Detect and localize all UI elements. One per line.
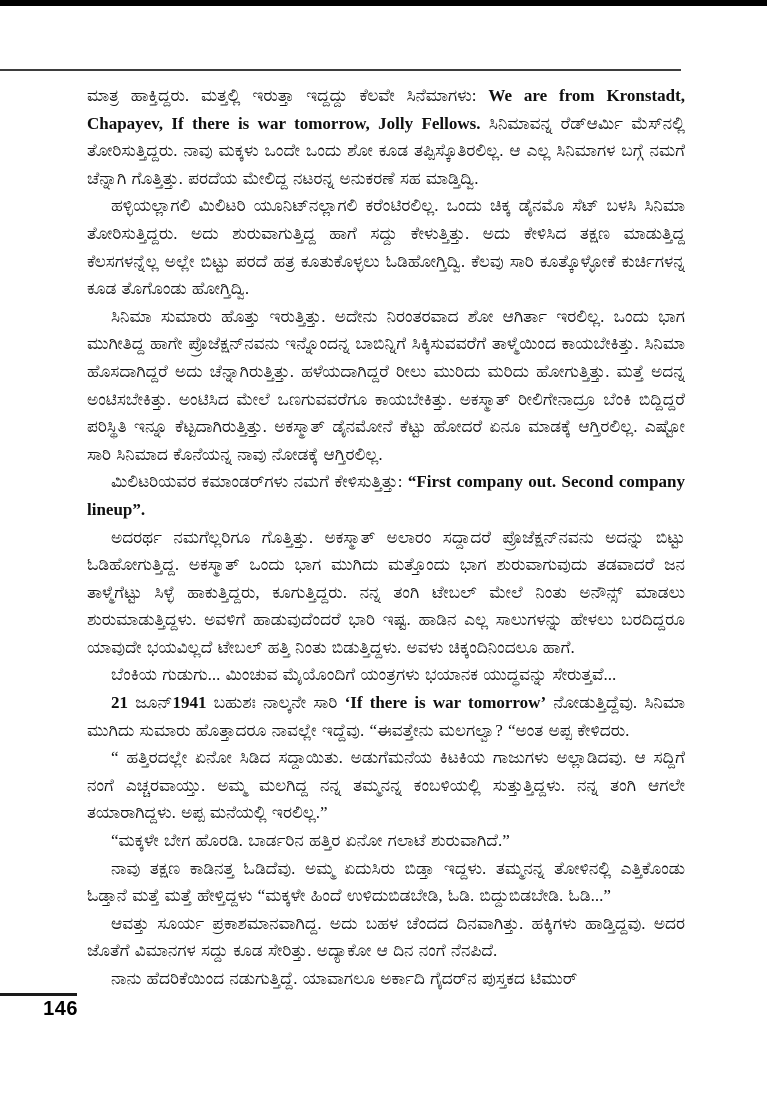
movie-titles-bold: We are from Kronstadt, Chapayev, If there is war tomorrow, Jolly Fellows. [87,86,685,133]
paragraph-text: ನಾನು ಹೆದರಿಕೆಯಿಂದ ನಡುಗುತ್ತಿದ್ದೆ. ಯಾವಾಗಲೂ ಅರ್ಕಾದಿ ಗೈದರ್‌ನ ಪುಸ್ತಕದ ಟಿಮುರ್ [111,969,578,988]
footer-rule [0,993,77,996]
paragraph-text: ಅದರರ್ಥ ನಮಗೆಲ್ಲರಿಗೂ ಗೊತ್ತಿತ್ತು. ಅಕಸ್ಮಾತ್ ಅಲಾರಂ ಸದ್ದಾದರೆ ಪ್ರೊಜೆಕ್ಷನ್‌ನವನು ಅದನ್ನು ಬಿಟ್ಟು ಓಡಿಹೋಗುತ್ತಿದ್ದ. ಅಕಸ್ಮಾತ್ ಒಂದು ಭಾಗ ಮುಗಿದು ಮತ್ತೊಂದು ಭಾಗ ಶುರುವಾಗುವುದು ತಡವಾದರೆ ಜನ ತಾಳ್ಮೆಗೆಟ್ಟು ಸಿಳ್ಳೆ ಹಾಕುತ್ತಿದ್ದರು, ಕೂಗುತ್ತಿದ್ದರು. ನನ್ನ ತಂಗಿ ಟೇಬಲ್ ಮೇಲೆ ನಿಂತು ಅನೌನ್ಸ್ ಮಾಡಲು ಶುರುಮಾಡುತ್ತಿದ್ದಳು. ಅವಳಿಗೆ ಹಾಡುವುದೆಂದರೆ ಭಾರಿ ಇಷ್ಟ. ಹಾಡಿನ ಎಲ್ಲ ಸಾಲುಗಳನ್ನು ಹೇಳಲು ಬರದಿದ್ದರೂ ಯಾವುದೇ ಭಯವಿಲ್ಲದೆ ಟೇಬಲ್ ಹತ್ತಿ ನಿಂತು ಬಿಡುತ್ತಿದ್ದಳು. ಅವಳು ಚಿಕ್ಕಂದಿನಿಂದಲೂ ಹಾಗೆ. [87,527,685,657]
paragraph-text: “ ಹತ್ತಿರದಲ್ಲೇ ಏನೋ ಸಿಡಿದ ಸದ್ದಾಯಿತು. ಅಡುಗೆಮನೆಯ ಕಿಟಕಿಯ ಗಾಜುಗಳು ಅಲ್ಲಾಡಿದವು. ಆ ಸದ್ದಿಗೆ ನಂಗೆ ಎಚ್ಚರವಾಯ್ತು. ಅಮ್ಮ ಮಲಗಿದ್ದ ನನ್ನ ತಮ್ಮನನ್ನ ಕಂಬಳಿಯಲ್ಲಿ ಸುತ್ತುತ್ತಿದ್ದಳು. ನನ್ನ ತಂಗಿ ಆಗಲೇ ತಯಾರಾಗಿದ್ದಳು. ಅಪ್ಪ ಮನೆಯಲ್ಲಿ ಇರಲಿಲ್ಲ.” [87,748,685,823]
paragraph [87,910,685,965]
paragraph-text: ಬಹುಶಃ ನಾಲ್ಕನೇ ಸಾರಿ [206,693,345,713]
paragraph [87,524,685,662]
paragraph [87,661,685,689]
date-day-bold: 21 [111,693,136,713]
paragraph [87,468,685,523]
paragraph-text: ಮಾತ್ರ ಹಾಕ್ತಿದ್ದರು. ಮತ್ತಲ್ಲಿ ಇರುತ್ತಾ ಇದ್ದದ್ದು ಕೆಲವೇ ಸಿನೆಮಾಗಳು: [87,86,489,105]
header-rule [0,69,681,71]
paragraph [87,192,685,302]
date-year-bold: 1941 [172,693,207,713]
paragraph [87,827,685,855]
movie-title-bold: ‘If there is war tomorrow’ [344,693,547,713]
paragraph-text: ಸಿನಿಮಾ ಸುಮಾರು ಹೊತ್ತು ಇರುತ್ತಿತ್ತು. ಅದೇನು ನಿರಂತರವಾದ ಶೋ ಆಗಿರ್ತಾ ಇರಲಿಲ್ಲ. ಒಂದು ಭಾಗ ಮುಗೀತಿದ್ದ ಹಾಗೇ ಪ್ರೊಜೆಕ್ಷನ್‌ನವನು ಇನ್ನೊಂದನ್ನ ಬಾಬಿನ್ನಿಗೆ ಸಿಕ್ಕಿಸುವವರೆಗೆ ತಾಳ್ಮೆಯಿಂದ ಕಾಯಬೇಕಿತ್ತು. ಸಿನಿಮಾ ಹೊಸದಾಗಿದ್ದರೆ ಅದು ಚೆನ್ನಾಗಿರುತ್ತಿತ್ತು. ಹಳೆಯದಾಗಿದ್ದರೆ ರೀಲು ಮುರಿದು ಮರಿದು ಹೋಗುತ್ತಿತ್ತು. ಮತ್ತೆ ಅದನ್ನ ಅಂಟಿಸಬೇಕಿತ್ತು. ಅಂಟಿಸಿದ ಮೇಲೆ ಒಣಗುವವರೆಗೂ ಕಾಯಬೇಕಿತ್ತು. ಅಕಸ್ಮಾತ್ ರೀಲಿಗೇನಾದ್ರೂ ಬೆಂಕಿ ಬಿದ್ದಿದ್ದರೆ ಪರಿಸ್ಥಿತಿ ಇನ್ನೂ ಕೆಟ್ಟದಾಗಿರುತ್ತಿತ್ತು. ಅಕಸ್ಮಾತ್ ಡೈನಮೋನೆ ಕೆಟ್ಟು ಹೋದರೆ ಏನೂ ಮಾಡಕ್ಕೆ ಆಗ್ತಿರಲಿಲ್ಲ. ಎಷ್ಟೋ ಸಾರಿ ಸಿನಿಮಾದ ಕೊನೆಯನ್ನ ನಾವು ನೋಡಕ್ಕೆ ಆಗ್ತಿರಲಿಲ್ಲ. [87,306,685,464]
paragraph-text: ನಾವು ತಕ್ಷಣ ಕಾಡಿನತ್ತ ಓಡಿದೆವು. ಅಮ್ಮ ಏದುಸಿರು ಬಿಡ್ತಾ ಇದ್ದಳು. ತಮ್ಮನನ್ನ ತೋಳಿನಲ್ಲಿ ಎತ್ತಿಕೊಂಡು ಓಡ್ತಾನೆ ಮತ್ತೆ ಮತ್ತೆ ಹೇಳ್ತಿದ್ದಳು “ಮಕ್ಕಳೇ ಹಿಂದೆ ಉಳಿದುಬಿಡಬೇಡಿ, ಓಡಿ. ಬಿದ್ದುಬಿಡಬೇಡಿ. ಓಡಿ...” [87,858,685,906]
paragraph [87,965,685,993]
paragraph [87,303,685,469]
paragraph-text: ಹಳ್ಳಿಯಲ್ಲಾಗಲಿ ಮಿಲಿಟರಿ ಯೂನಿಟ್‌ನಲ್ಲಾಗಲಿ ಕರೆಂಟಿರಲಿಲ್ಲ. ಒಂದು ಚಿಕ್ಕ ಡೈನಮೊ ಸೆಟ್ ಬಳಸಿ ಸಿನಿಮಾ ತೋರಿಸುತ್ತಿದ್ದರು. ಅದು ಶುರುವಾಗುತ್ತಿದ್ದ ಹಾಗೆ ಸದ್ದು ಕೇಳುತ್ತಿತ್ತು. ಅದು ಕೇಳಿಸಿದ ತಕ್ಷಣ ಮಾಡುತ್ತಿದ್ದ ಕೆಲಸಗಳನ್ನೆಲ್ಲ ಅಲ್ಲೇ ಬಿಟ್ಟು ಪರದೆ ಹತ್ರ ಕೂತುಕೊಳ್ಳಲು ಓಡಿಹೋಗ್ತಿದ್ವಿ. ಕೆಲವು ಸಾರಿ ಕೂತ್ಕೊಳ್ಳೋಕೆ ಕುರ್ಚಿಗಳನ್ನ ಕೂಡ ತೊಗೊಂಡು ಹೋಗ್ತಿದ್ವಿ. [87,196,685,299]
paragraph-text: “ಮಕ್ಕಳೇ ಬೇಗ ಹೊರಡಿ. ಬಾರ್ಡರಿನ ಹತ್ತಿರ ಏನೋ ಗಲಾಟೆ ಶುರುವಾಗಿದೆ.” [111,831,510,851]
top-scan-edge [0,0,767,6]
page-body-text [87,82,685,1000]
paragraph-text: ಬೆಂಕಿಯ ಗುಡುಗು... ಮಿಂಚುವ ಮೈಯೊಂದಿಗೆ ಯಂತ್ರಗಳು ಭಯಾನಕ ಯುದ್ಧವನ್ನು ಸೇರುತ್ತವೆ... [111,665,617,685]
paragraph [87,689,685,744]
paragraph [87,744,685,827]
paragraph-text: ಸಿನಿಮಾವನ್ನ ರೆಡ್‌ಆರ್ಮಿ ಮೆಸ್‌ನಲ್ಲಿ ತೋರಿಸುತ್ತಿದ್ದರು. ನಾವು ಮಕ್ಕಳು ಒಂದೇ ಒಂದು ಶೋ ಕೂಡ ತಪ್ಪಿಸ್ಕೊತಿರಲಿಲ್ಲ. ಆ ಎಲ್ಲ ಸಿನಿಮಾಗಳ ಬಗ್ಗೆ ನಮಗೆ ಚೆನ್ನಾಗಿ ಗೊತ್ತಿತ್ತು. ಪರದೆಯ ಮೇಲಿದ್ದ ನಟರನ್ನ ಅನುಕರಣೆ ಸಹ ಮಾಡ್ತಿದ್ವಿ. [87,113,685,188]
command-quote-bold: “First company out. Second company lineup”. [87,472,685,519]
paragraph-text: ಮಿಲಿಟರಿಯವರ ಕಮಾಂಡರ್‌ಗಳು ನಮಗೆ ಕೇಳಿಸುತ್ತಿತ್ತು: [111,472,408,492]
paragraph-text: ಜೂನ್ [135,693,173,713]
paragraph [87,82,685,192]
paragraph-text: ಆವತ್ತು ಸೂರ್ಯ ಪ್ರಕಾಶಮಾನವಾಗಿದ್ದ. ಅದು ಬಹಳ ಚೆಂದದ ದಿನವಾಗಿತ್ತು. ಹಕ್ಕಿಗಳು ಹಾಡ್ತಿದ್ದವು. ಅದರ ಜೊತೆಗೆ ವಿಮಾನಗಳ ಸದ್ದು ಕೂಡ ಸೇರಿತ್ತು. ಅದ್ಯಾಕೋ ಆ ದಿನ ನಂಗೆ ನೆನಪಿದೆ. [87,913,685,961]
paragraph [87,855,685,910]
page-number: 146 [43,998,78,1020]
paragraph-text: ನೋಡುತ್ತಿದ್ದೆವು. ಸಿನಿಮಾ ಮುಗಿದು ಸುಮಾರು ಹೊತ್ತಾದರೂ ನಾವಲ್ಲೇ ಇದ್ದೆವು. “ಈವತ್ತೇನು ಮಲಗಲ್ವಾ? “ಅಂತ ಅಪ್ಪ ಕೇಳಿದರು. [87,693,685,740]
